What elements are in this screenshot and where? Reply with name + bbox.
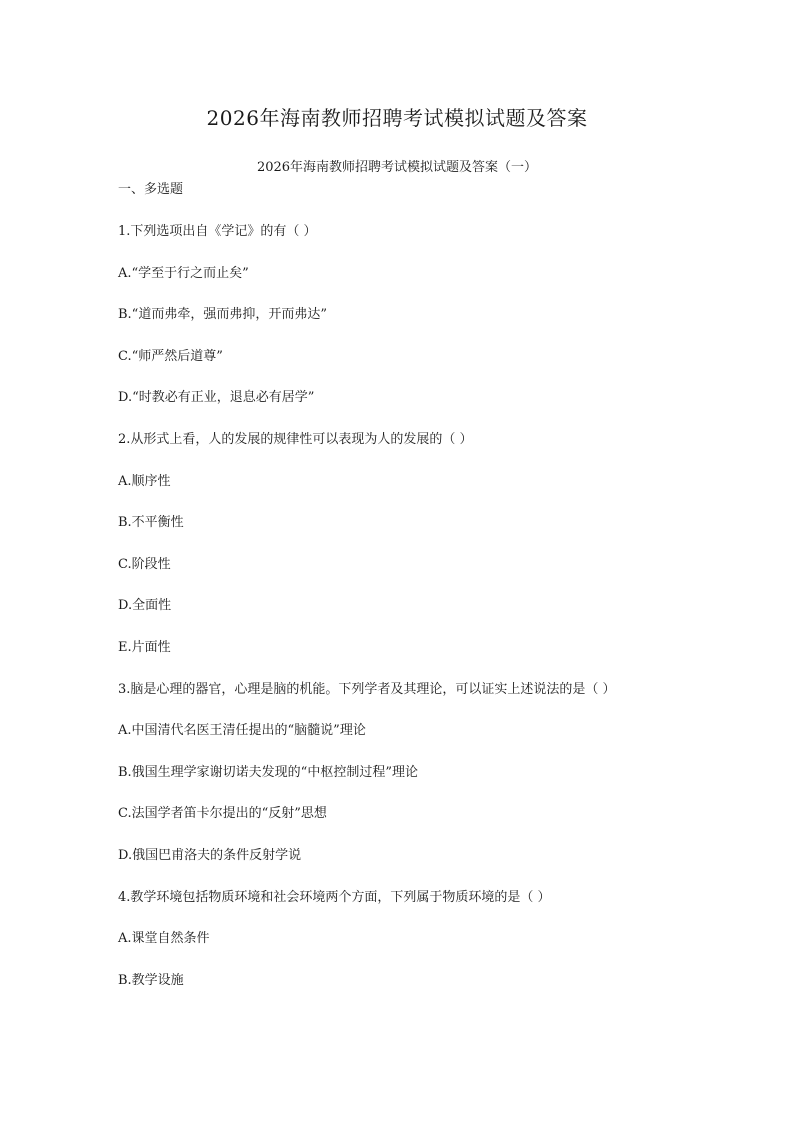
question-2-option-b: B.不平衡性 <box>118 515 184 531</box>
question-3-option-b: B.俄国生理学家谢切诺夫发现的“中枢控制过程”理论 <box>118 764 418 780</box>
question-3-option-c: C.法国学者笛卡尔提出的“反射”思想 <box>118 806 327 822</box>
document-subtitle: 2026年海南教师招聘考试模拟试题及答案（一） <box>256 160 538 175</box>
question-1-option-d: D.“时教必有正业，退息必有居学” <box>118 390 315 406</box>
section-heading: 一、多选题 <box>118 182 184 197</box>
question-1-option-c: C.“师严然后道尊” <box>118 348 223 364</box>
question-2-option-a: A.顺序性 <box>118 473 171 489</box>
question-2-option-c: C.阶段性 <box>118 556 171 572</box>
question-3-stem: 3.脑是心理的器官，心理是脑的机能。下列学者及其理论，可以证实上述说法的是（ ） <box>118 681 616 697</box>
question-2-stem: 2.从形式上看，人的发展的规律性可以表现为人的发展的（ ） <box>118 431 473 447</box>
question-2-option-e: E.片面性 <box>118 639 171 655</box>
question-1-option-a: A.“学至于行之而止矣” <box>118 265 249 281</box>
question-3-option-a: A.中国清代名医王清任提出的“脑髓说”理论 <box>118 723 366 739</box>
question-list <box>118 222 718 1012</box>
question-4-stem: 4.教学环境包括物质环境和社会环境两个方面，下列属于物质环境的是（ ） <box>118 889 551 905</box>
question-3-option-d: D.俄国巴甫洛夫的条件反射学说 <box>118 847 302 863</box>
question-1-option-b: B.“道而弗牵，强而弗抑，开而弗达” <box>118 307 327 323</box>
question-2-option-d: D.全面性 <box>118 598 172 614</box>
document-title: 2026年海南教师招聘考试模拟试题及答案 <box>206 106 588 130</box>
question-4-option-a: A.课堂自然条件 <box>118 931 210 947</box>
question-4-option-b: B.教学设施 <box>118 972 184 988</box>
question-1-stem: 1.下列选项出自《学记》的有（ ） <box>118 224 317 239</box>
